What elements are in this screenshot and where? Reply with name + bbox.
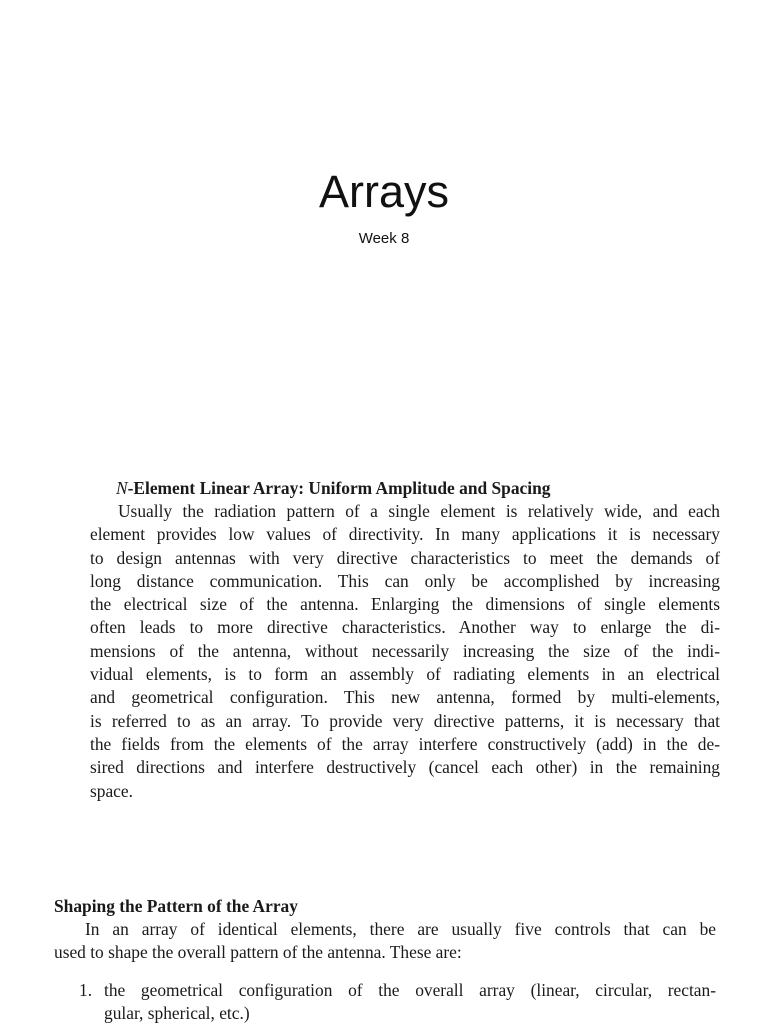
- text-line: used to shape the overall pattern of the antenna. These are:: [54, 942, 462, 963]
- text-line: to design antennas with very directive characteristics to meet the demands of: [90, 547, 720, 568]
- text-line: vidual elements, is to form an assembly of radiating elements in an electrical: [90, 664, 720, 685]
- list-item: [54, 979, 716, 1025]
- heading-variable: N: [116, 478, 128, 498]
- page-subtitle: Week 8: [358, 230, 410, 247]
- text-line: space.: [90, 780, 133, 801]
- numbered-list: [54, 979, 716, 1025]
- text-line: the geometrical configuration of the overall array (linear, circular, rectan-: [104, 979, 716, 1000]
- text-line: and geometrical configuration. This new antenna, formed by multi-elements,: [90, 687, 720, 708]
- list-number: 1.: [79, 979, 93, 1000]
- text-line: long distance communication. This can only be accomplished by increasing: [90, 570, 720, 591]
- section-linear-array: [90, 476, 720, 803]
- heading-text: -Element Linear Array: Uniform Amplitude and Spacing: [127, 478, 551, 498]
- text-line: In an array of identical elements, there are usually five controls that can be: [85, 919, 716, 939]
- paragraph: [90, 500, 720, 803]
- text-line: is referred to as an array. To provide very directive patterns, it is necessary that: [90, 710, 720, 731]
- section-heading: [116, 476, 720, 500]
- text-line: mensions of the antenna, without necessarily increasing the size of the indi-: [90, 640, 720, 661]
- text-line: gular, spherical, etc.): [104, 1002, 250, 1023]
- text-line: Usually the radiation pattern of a single element is relatively wide, and each: [118, 501, 720, 521]
- text-line: often leads to more directive characteristics. Another way to enlarge the di-: [90, 617, 720, 638]
- text-line: the fields from the elements of the array interfere constructively (add) in the de-: [90, 733, 720, 754]
- page-title: Arrays: [318, 166, 449, 217]
- text-line: the electrical size of the antenna. Enlarging the dimensions of single elements: [90, 594, 720, 615]
- text-line: element provides low values of directivity. In many applications it is necessary: [90, 524, 720, 545]
- text-line: sired directions and interfere destructively (cancel each other) in the remaining: [90, 757, 720, 778]
- paragraph: [54, 918, 716, 965]
- section-heading: Shaping the Pattern of the Array: [54, 896, 298, 916]
- section-shaping-pattern: [54, 894, 716, 1025]
